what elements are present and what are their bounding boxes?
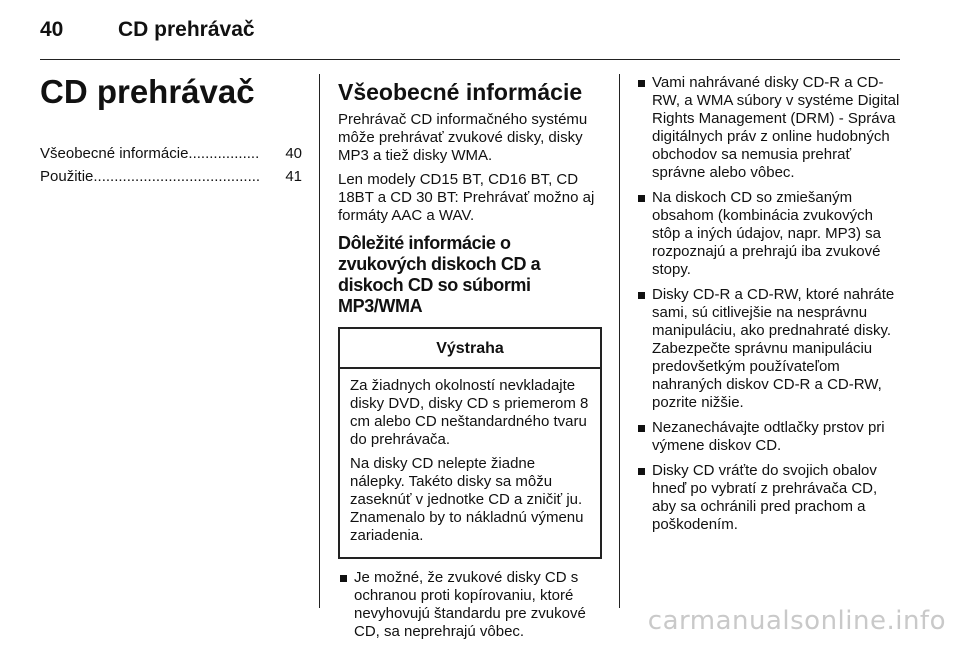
toc-entry[interactable] bbox=[40, 167, 302, 187]
watermark: carmanualsonline.info bbox=[647, 606, 946, 636]
bullet-text: Je možné, že zvukové disky CD s ochranou proti kopírovaniu, ktoré nevyhovujú štandardu pre zvukové CD, sa neprehrajú vôbec. bbox=[354, 569, 586, 640]
section-title: Všeobecné informácie bbox=[338, 79, 583, 105]
toc-entry-label: Všeobecné informácie bbox=[40, 145, 189, 162]
warning-body bbox=[340, 369, 600, 557]
page-number: 40 bbox=[40, 18, 64, 41]
warning-title: Výstraha bbox=[340, 329, 600, 369]
bullet-text: Disky CD-R a CD-RW, ktoré nahráte sami, sú citlivejšie na nesprávnu manipuláciu, ako prednahraté disky. Zabezpečte správnu manipuláciu predovšetkým používateľom nahraných diskov CD-R a CD-RW, pozrite nižšie. bbox=[652, 286, 895, 411]
square-bullet-icon bbox=[638, 292, 645, 299]
bullet-text: Na diskoch CD so zmiešaným obsahom (kombinácia zvukových stôp a iných údajov, napr. MP3) sa rozpoznajú a prehrajú iba zvukové stopy. bbox=[652, 189, 882, 278]
subsection-title: Dôležité informácie o zvukových diskoch CD a diskoch CD so súbormi MP3/WMA bbox=[338, 233, 541, 316]
warning-box bbox=[338, 327, 602, 559]
bullet-item bbox=[636, 74, 902, 182]
column-divider-2 bbox=[619, 74, 620, 608]
warning-paragraph: Na disky CD nelepte žiadne nálepky. Takéto disky sa môžu zaseknúť v jednotke CD a zničiť ju. Znamenalo by to nákladnú výmenu zariadenia. bbox=[350, 455, 584, 544]
toc-entry-dots: ................. bbox=[188, 145, 260, 162]
header-rule bbox=[40, 59, 900, 60]
bullet-item bbox=[636, 189, 902, 279]
chapter-title: CD prehrávač bbox=[40, 73, 255, 110]
toc-entry-label: Použitie bbox=[40, 168, 94, 185]
square-bullet-icon bbox=[340, 575, 347, 582]
bullet-list bbox=[338, 569, 602, 641]
warning-paragraph: Za žiadnych okolností nevkladajte disky DVD, disky CD s priemerom 8 cm alebo CD neštandardného tvaru do prehrávača. bbox=[350, 377, 589, 448]
running-title: CD prehrávač bbox=[118, 18, 255, 41]
square-bullet-icon bbox=[638, 80, 645, 87]
bullet-text: Vami nahrávané disky CD-R a CD-RW, a WMA súbory v systéme Digital Rights Management (DRM) - Správa digitálnych práv z online hudobných obchodov sa nemusia prehrať správne alebo vôbec. bbox=[652, 74, 900, 181]
toc-column bbox=[40, 74, 302, 190]
column-divider-1 bbox=[319, 74, 320, 608]
bullet-list bbox=[636, 74, 902, 534]
body-paragraph: Prehrávač CD informačného systému môže prehrávať zvukové disky, disky MP3 a tiež disky WMA. bbox=[338, 111, 588, 164]
toc-entry-dots: ........................................ bbox=[93, 168, 261, 185]
page-header bbox=[0, 0, 960, 60]
square-bullet-icon bbox=[638, 468, 645, 475]
bullet-item bbox=[636, 419, 902, 455]
bullet-item bbox=[636, 286, 902, 412]
toc-entry-page: 40 bbox=[285, 145, 302, 162]
square-bullet-icon bbox=[638, 425, 645, 432]
bullet-item bbox=[636, 462, 902, 534]
toc-entry-page: 41 bbox=[285, 168, 302, 185]
bullet-item bbox=[338, 569, 602, 641]
bullet-text: Nezanechávajte odtlačky prstov pri výmene diskov CD. bbox=[652, 419, 885, 454]
toc-entry[interactable] bbox=[40, 144, 302, 164]
square-bullet-icon bbox=[638, 195, 645, 202]
content-column-2 bbox=[338, 74, 602, 648]
body-paragraph: Len modely CD15 BT, CD16 BT, CD 18BT a CD 30 BT: Prehrávať možno aj formáty AAC a WAV. bbox=[338, 171, 595, 224]
content-column-3 bbox=[636, 74, 902, 541]
bullet-text: Disky CD vráťte do svojich obalov hneď po vybratí z prehrávača CD, aby sa ochránili pred prachom a poškodením. bbox=[652, 462, 878, 533]
